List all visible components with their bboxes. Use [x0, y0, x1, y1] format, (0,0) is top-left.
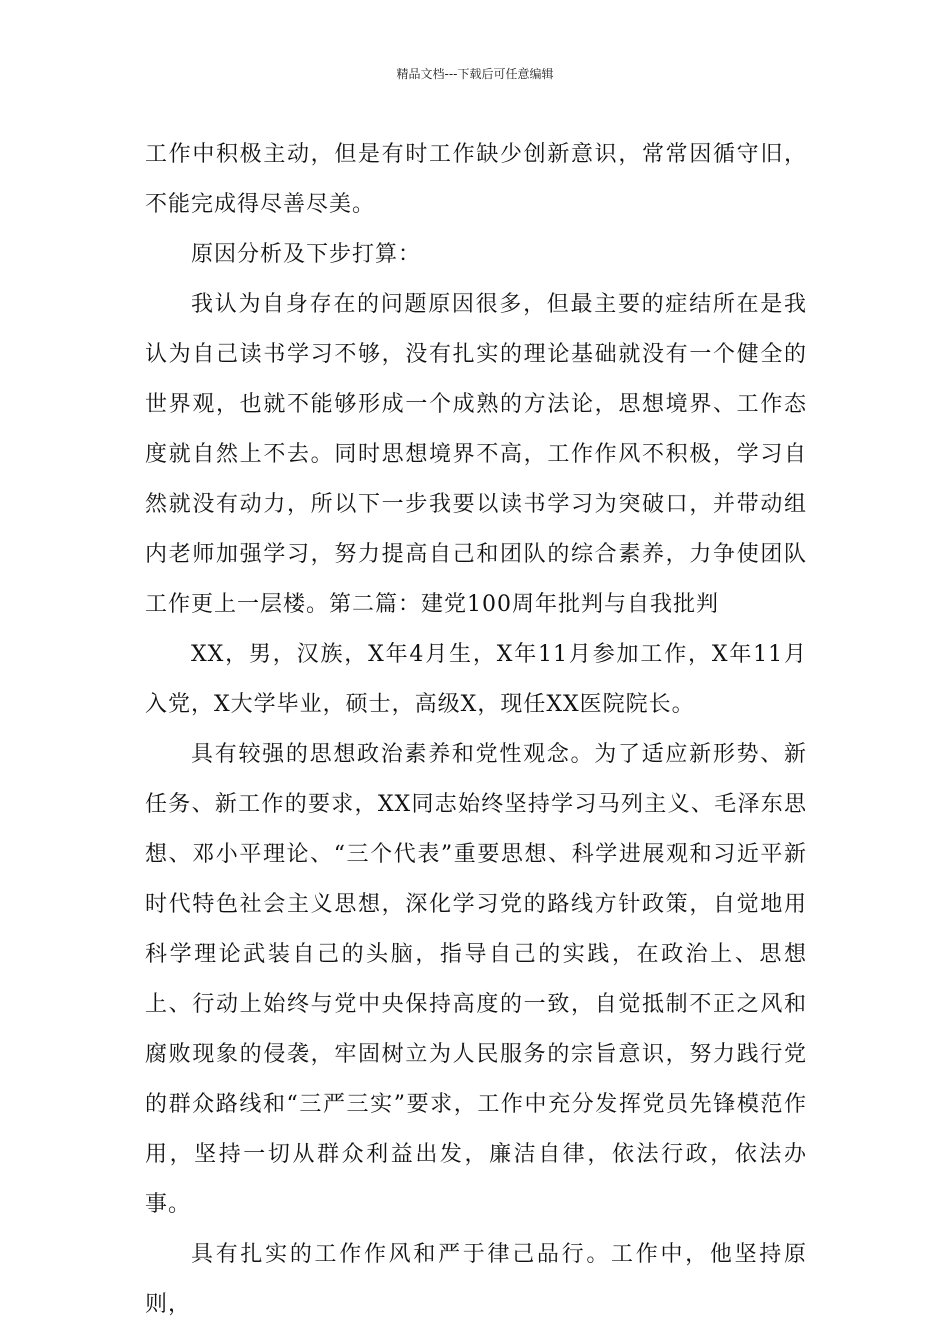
paragraph-2: 原因分析及下步打算：: [191, 242, 422, 267]
paragraph-6: 具有扎实的工作作风和严于律己品行。工作中，他坚持原则，: [145, 1242, 807, 1317]
document-body: [145, 130, 807, 1330]
paragraph-4: XX，男，汉族，X年4月生，X年11月参加工作，X年11月入党，X大学毕业，硕士，高级X，现任XX医院院长。: [145, 642, 807, 717]
paragraph-1: 工作中积极主动，但是有时工作缺少创新意识，常常因循守旧，不能完成得尽善尽美。: [145, 142, 807, 217]
page-header: 精品文档---下载后可任意编辑: [396, 67, 554, 81]
paragraph-5: 具有较强的思想政治素养和党性观念。为了适应新形势、新任务、新工作的要求，XX同志始终坚持学习马列主义、毛泽东思想、邓小平理论、“三个代表”重要思想、科学进展观和习近平新时代特色社会主义思想，深化学习党的路线方针政策，自觉地用科学理论武装自己的头脑，指导自己的实践，在政治上、思想上、行动上始终与党中央保持高度的一致，自觉抵制不正之风和腐败现象的侵袭，牢固树立为人民服务的宗旨意识，努力践行党的群众路线和“三严三实”要求，工作中充分发挥党员先锋模范作用，坚持一切从群众利益出发，廉洁自律，依法行政，依法办事。: [145, 742, 807, 1217]
paragraph-3: 我认为自身存在的问题原因很多，但最主要的症结所在是我认为自己读书学习不够，没有扎实的理论基础就没有一个健全的世界观，也就不能够形成一个成熟的方法论，思想境界、工作态度就自然上不去。同时思想境界不高，工作作风不积极，学习自然就没有动力，所以下一步我要以读书学习为突破口，并带动组内老师加强学习，努力提高自己和团队的综合素养，力争使团队工作更上一层楼。第二篇：建党100周年批判与自我批判: [145, 292, 807, 617]
